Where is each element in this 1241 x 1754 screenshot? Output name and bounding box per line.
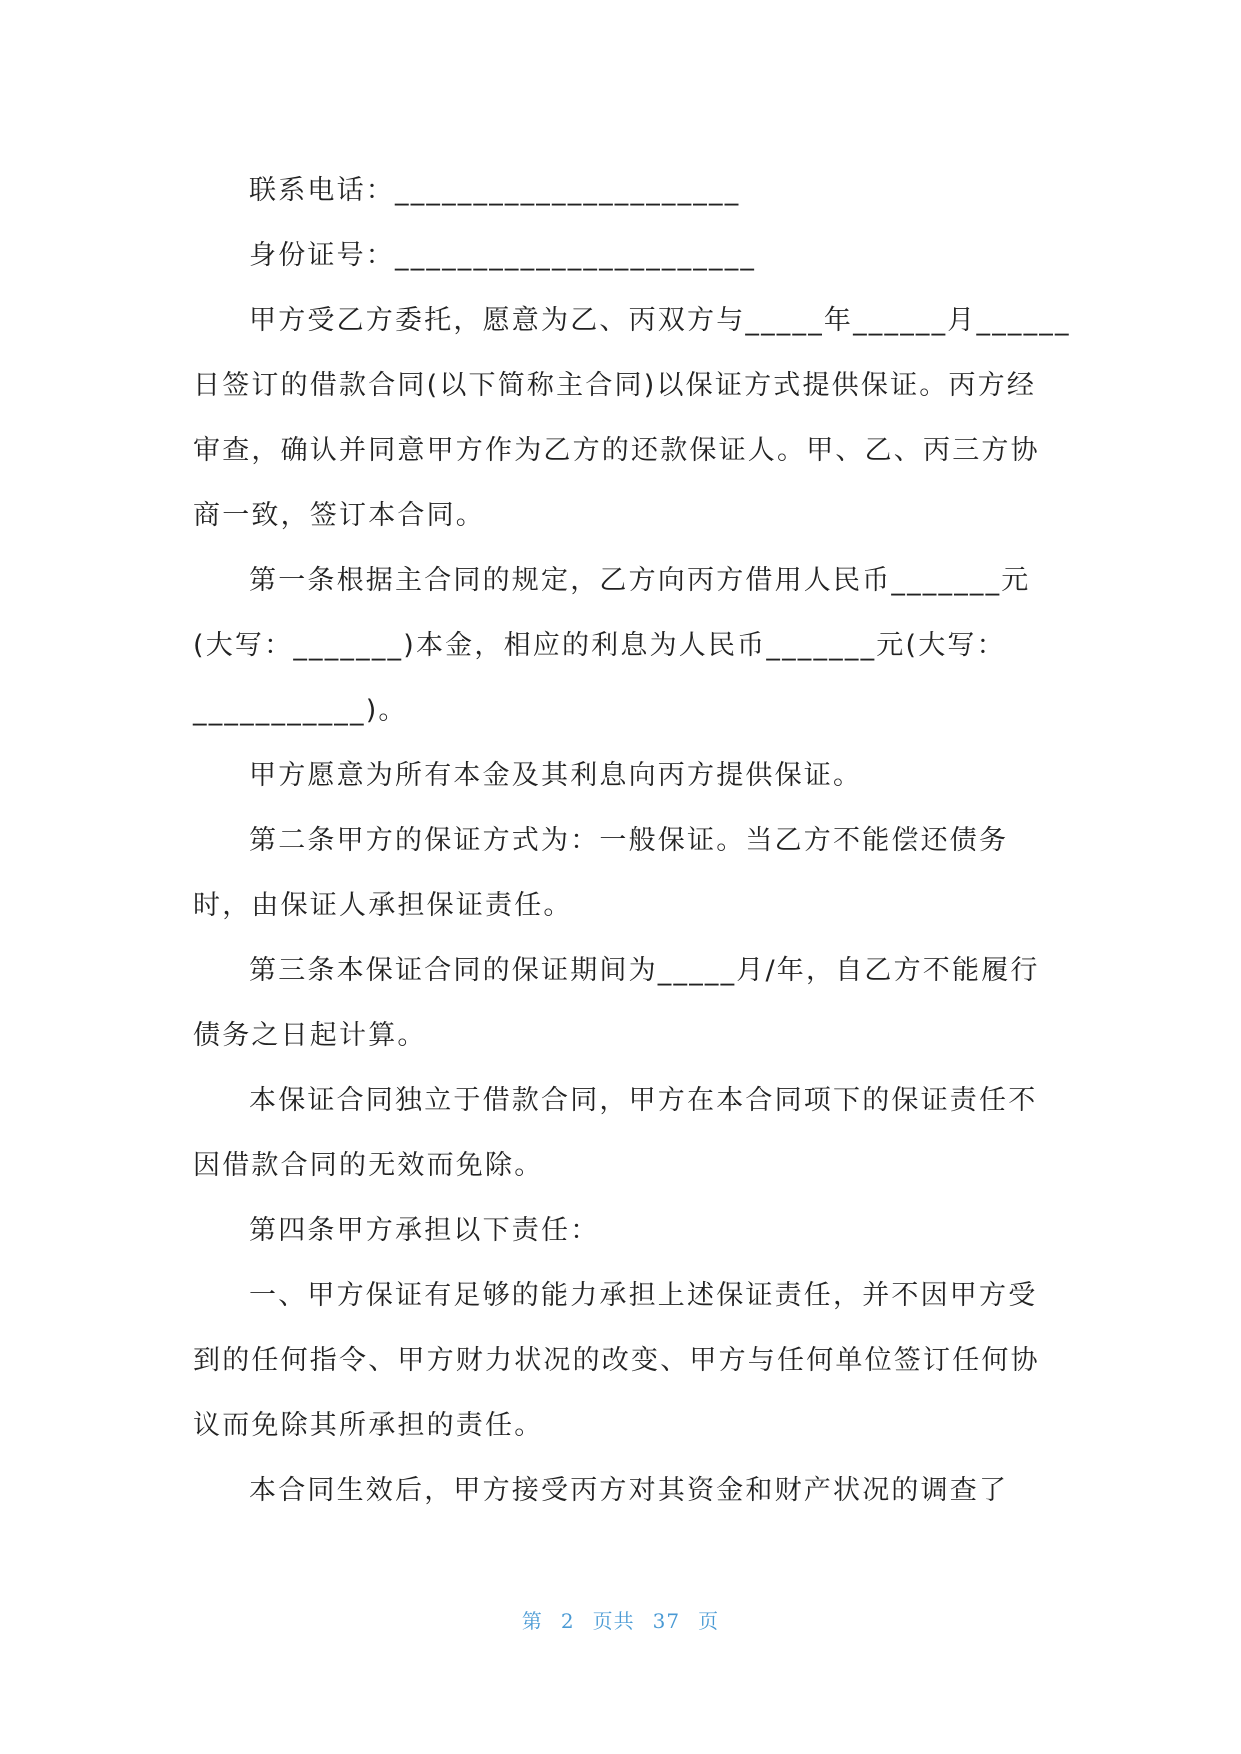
text-line: ___________)。 <box>193 695 408 726</box>
text-line: 一、甲方保证有足够的能力承担上述保证责任，并不因甲方受 <box>249 1280 1038 1311</box>
text-line: 第三条本保证合同的保证期间为_____月/年，自乙方不能履行 <box>249 955 1040 986</box>
text-line: 时，由保证人承担保证责任。 <box>193 890 573 921</box>
text-line: 身份证号：_______________________ <box>249 240 757 271</box>
footer-suffix: 页 <box>698 1609 720 1633</box>
text-line: 甲方受乙方委托，愿意为乙、丙双方与_____年______月______ <box>249 305 1071 336</box>
text-line: (大写：_______)本金，相应的利息为人民币_______元(大写： <box>193 630 1006 661</box>
text-line: 议而免除其所承担的责任。 <box>193 1410 544 1441</box>
text-line: 联系电话：______________________ <box>249 175 741 206</box>
footer-middle: 页共 <box>592 1609 635 1633</box>
page-footer <box>0 1605 1241 1634</box>
text-line: 本合同生效后，甲方接受丙方对其资金和财产状况的调查了 <box>249 1475 1009 1506</box>
text-line: 甲方愿意为所有本金及其利息向丙方提供保证。 <box>249 760 863 791</box>
footer-page-number: 2 <box>560 1609 575 1633</box>
text-line: 本保证合同独立于借款合同，甲方在本合同项下的保证责任不 <box>249 1085 1038 1116</box>
text-line: 因借款合同的无效而免除。 <box>193 1150 544 1181</box>
text-line: 到的任何指令、甲方财力状况的改变、甲方与任何单位签订任何协 <box>193 1345 1040 1376</box>
text-line: 债务之日起计算。 <box>193 1020 427 1051</box>
text-line: 第一条根据主合同的规定，乙方向丙方借用人民币_______元 <box>249 565 1031 596</box>
text-line: 第二条甲方的保证方式为：一般保证。当乙方不能偿还债务 <box>249 825 1009 856</box>
text-line: 审查，确认并同意甲方作为乙方的还款保证人。甲、乙、丙三方协 <box>193 435 1040 466</box>
text-line: 日签订的借款合同(以下简称主合同)以保证方式提供保证。丙方经 <box>193 370 1037 401</box>
footer-prefix: 第 <box>521 1609 543 1633</box>
text-line: 第四条甲方承担以下责任： <box>249 1215 600 1246</box>
footer-total-pages: 37 <box>652 1609 681 1633</box>
text-line: 商一致，签订本合同。 <box>193 500 485 531</box>
document-body <box>193 158 1071 1523</box>
